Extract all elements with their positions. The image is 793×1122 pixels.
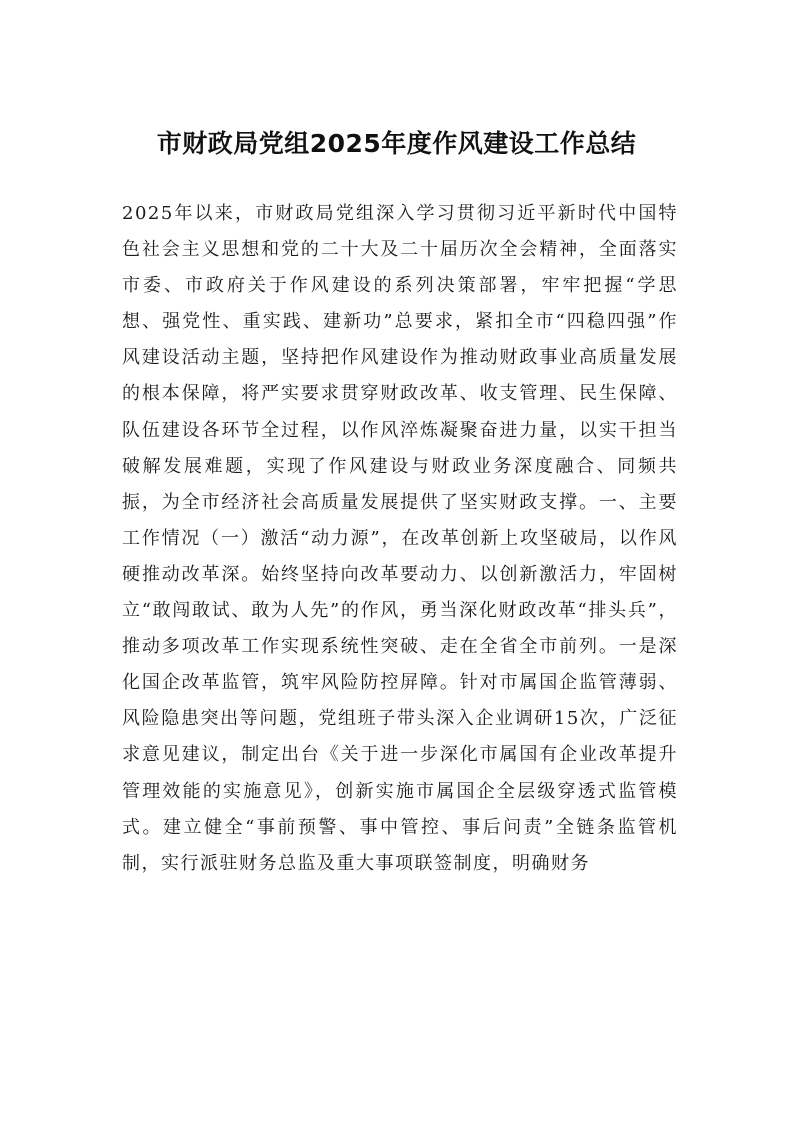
document-body-paragraph: 2025年以来，市财政局党组深入学习贯彻习近平新时代中国特色社会主义思想和党的二十大及二十届历次全会精神，全面落实市委、市政府关于作风建设的系列决策部署，牢牢把握“学思想、强党性、重实践、建新功”总要求，紧扣全市“四稳四强”作风建设活动主题，坚持把作风建设作为推动财政事业高质量发展的根本保障，将严实要求贯穿财政改革、收支管理、民生保障、队伍建设各环节全过程，以作风淬炼凝聚奋进力量，以实干担当破解发展难题，实现了作风建设与财政业务深度融合、同频共振，为全市经济社会高质量发展提供了坚实财政支撑。一、主要工作情况（一）激活“动力源”，在改革创新上攻坚破局，以作风硬推动改革深。始终坚持向改革要动力、以创新激活力，牢固树立“敢闯敢试、敢为人先”的作风，勇当深化财政改革“排头兵”，推动多项改革工作实现系统性突破、走在全省全市前列。一是深化国企改革监管，筑牢风险防控屏障。针对市属国企监管薄弱、风险隐患突出等问题，党组班子带头深入企业调研15次，广泛征求意见建议，制定出台《关于进一步深化市属国有企业改革提升管理效能的实施意见》，创新实施市属国企全层级穿透式监管模式。建立健全“事前预警、事中管控、事后问责”全链条监管机制，实行派驻财务总监及重大事项联签制度，明确财务 bbox=[122, 203, 678, 874]
document-title: 市财政局党组2025年度作风建设工作总结 bbox=[156, 129, 637, 158]
